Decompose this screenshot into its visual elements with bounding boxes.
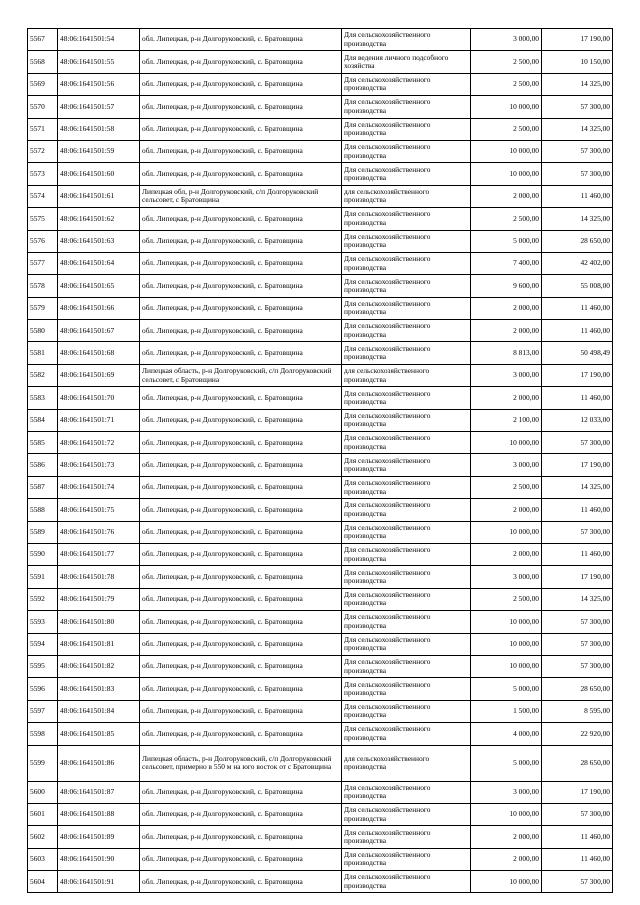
area-cell: 4 000,00 (471, 723, 542, 745)
row-number-cell: 5569 (28, 73, 58, 95)
cadastral-number-cell: 48:06:1641501:70 (58, 387, 140, 409)
table-row (28, 678, 613, 700)
address-cell: Липецкая обл, р-н Долгоруковский, с/п Долгоруковский сельсовет, с Братовщина (140, 185, 342, 207)
land-use-cell: Для сельскохозяйственного производства (342, 387, 471, 409)
cadastral-value-cell: 11 460,00 (542, 826, 613, 848)
address-cell: обл. Липецкая, р-н Долгоруковский, с. Братовщина (140, 871, 342, 893)
row-number-cell: 5590 (28, 543, 58, 565)
land-use-cell: Для сельскохозяйственного производства (342, 432, 471, 454)
land-use-cell: Для сельскохозяйственного производства (342, 871, 471, 893)
address-cell: обл. Липецкая, р-н Долгоруковский, с. Братовщина (140, 29, 342, 51)
cadastral-value-cell: 11 460,00 (542, 185, 613, 207)
cadastral-number-cell: 48:06:1641501:80 (58, 611, 140, 633)
area-cell: 9 600,00 (471, 275, 542, 297)
land-use-cell: Для сельскохозяйственного производства (342, 723, 471, 745)
land-use-cell: Для сельскохозяйственного производства (342, 803, 471, 825)
cadastral-value-cell: 17 190,00 (542, 364, 613, 386)
row-number-cell: 5593 (28, 611, 58, 633)
cadastral-value-cell: 57 300,00 (542, 633, 613, 655)
cadastral-value-cell: 28 650,00 (542, 678, 613, 700)
table-row (28, 252, 613, 274)
cadastral-value-cell: 57 300,00 (542, 611, 613, 633)
area-cell: 10 000,00 (471, 803, 542, 825)
land-use-cell: Для сельскохозяйственного производства (342, 566, 471, 588)
cadastral-value-cell: 11 460,00 (542, 387, 613, 409)
cadastral-number-cell: 48:06:1641501:83 (58, 678, 140, 700)
land-use-cell: для сельскохозяйственного производства (342, 185, 471, 207)
table-row (28, 140, 613, 162)
cadastral-number-cell: 48:06:1641501:81 (58, 633, 140, 655)
cadastral-value-cell: 17 190,00 (542, 566, 613, 588)
cadastral-number-cell: 48:06:1641501:56 (58, 73, 140, 95)
cadastral-number-cell: 48:06:1641501:82 (58, 655, 140, 677)
area-cell: 5 000,00 (471, 230, 542, 252)
address-cell: обл. Липецкая, р-н Долгоруковский, с. Братовщина (140, 342, 342, 364)
row-number-cell: 5571 (28, 118, 58, 140)
land-use-cell: Для сельскохозяйственного производства (342, 208, 471, 230)
table-row (28, 700, 613, 722)
address-cell: обл. Липецкая, р-н Долгоруковский, с. Братовщина (140, 781, 342, 803)
row-number-cell: 5577 (28, 252, 58, 274)
row-number-cell: 5587 (28, 476, 58, 498)
land-use-cell: Для сельскохозяйственного производства (342, 342, 471, 364)
row-number-cell: 5589 (28, 521, 58, 543)
cadastral-number-cell: 48:06:1641501:68 (58, 342, 140, 364)
address-cell: обл. Липецкая, р-н Долгоруковский, с. Братовщина (140, 633, 342, 655)
table-row (28, 29, 613, 51)
area-cell: 3 000,00 (471, 29, 542, 51)
area-cell: 2 000,00 (471, 848, 542, 870)
address-cell: обл. Липецкая, р-н Долгоруковский, с. Братовщина (140, 320, 342, 342)
row-number-cell: 5597 (28, 700, 58, 722)
area-cell: 10 000,00 (471, 633, 542, 655)
land-use-cell: Для сельскохозяйственного производства (342, 521, 471, 543)
land-use-cell: Для сельскохозяйственного производства (342, 476, 471, 498)
row-number-cell: 5568 (28, 51, 58, 73)
area-cell: 2 000,00 (471, 387, 542, 409)
address-cell: обл. Липецкая, р-н Долгоруковский, с. Братовщина (140, 51, 342, 73)
row-number-cell: 5602 (28, 826, 58, 848)
cadastral-value-cell: 57 300,00 (542, 803, 613, 825)
table-row (28, 803, 613, 825)
address-cell: обл. Липецкая, р-н Долгоруковский, с. Братовщина (140, 476, 342, 498)
land-use-cell: Для сельскохозяйственного производства (342, 499, 471, 521)
area-cell: 10 000,00 (471, 96, 542, 118)
address-cell: обл. Липецкая, р-н Долгоруковский, с. Братовщина (140, 848, 342, 870)
table-row (28, 826, 613, 848)
area-cell: 8 813,00 (471, 342, 542, 364)
area-cell: 3 000,00 (471, 781, 542, 803)
cadastral-number-cell: 48:06:1641501:58 (58, 118, 140, 140)
land-use-cell: Для сельскохозяйственного производства (342, 96, 471, 118)
address-cell: обл. Липецкая, р-н Долгоруковский, с. Братовщина (140, 678, 342, 700)
cadastral-number-cell: 48:06:1641501:88 (58, 803, 140, 825)
table-row (28, 566, 613, 588)
cadastral-value-cell: 57 300,00 (542, 521, 613, 543)
table-row (28, 476, 613, 498)
land-use-cell: Для сельскохозяйственного производства (342, 543, 471, 565)
table-row (28, 51, 613, 73)
row-number-cell: 5591 (28, 566, 58, 588)
table-row (28, 781, 613, 803)
area-cell: 3 000,00 (471, 364, 542, 386)
cadastral-value-cell: 11 460,00 (542, 499, 613, 521)
address-cell: обл. Липецкая, р-н Долгоруковский, с. Братовщина (140, 588, 342, 610)
table-row (28, 208, 613, 230)
area-cell: 10 000,00 (471, 140, 542, 162)
area-cell: 2 500,00 (471, 73, 542, 95)
address-cell: обл. Липецкая, р-н Долгоруковский, с. Братовщина (140, 611, 342, 633)
cadastral-number-cell: 48:06:1641501:75 (58, 499, 140, 521)
land-use-cell: Для сельскохозяйственного производства (342, 611, 471, 633)
row-number-cell: 5603 (28, 848, 58, 870)
area-cell: 5 000,00 (471, 678, 542, 700)
cadastral-value-cell: 11 460,00 (542, 297, 613, 319)
cadastral-value-cell: 42 402,00 (542, 252, 613, 274)
table-row (28, 230, 613, 252)
land-use-cell: Для сельскохозяйственного производства (342, 826, 471, 848)
address-cell: Липецкая область, р-н Долгоруковский, с/п Долгоруковский сельсовет, примерно в 550 м на юго восток от с Братовщина (140, 745, 342, 781)
address-cell: обл. Липецкая, р-н Долгоруковский, с. Братовщина (140, 297, 342, 319)
row-number-cell: 5582 (28, 364, 58, 386)
area-cell: 2 500,00 (471, 208, 542, 230)
table-row (28, 297, 613, 319)
cadastral-number-cell: 48:06:1641501:54 (58, 29, 140, 51)
table-row (28, 96, 613, 118)
table-row (28, 848, 613, 870)
cadastral-number-cell: 48:06:1641501:84 (58, 700, 140, 722)
row-number-cell: 5594 (28, 633, 58, 655)
table-row (28, 275, 613, 297)
land-use-cell: Для сельскохозяйственного производства (342, 678, 471, 700)
area-cell: 10 000,00 (471, 521, 542, 543)
cadastral-value-cell: 28 650,00 (542, 745, 613, 781)
cadastral-value-cell: 12 033,00 (542, 409, 613, 431)
land-use-cell: Для сельскохозяйственного производства (342, 848, 471, 870)
cadastral-number-cell: 48:06:1641501:86 (58, 745, 140, 781)
area-cell: 3 000,00 (471, 566, 542, 588)
cadastral-value-cell: 22 920,00 (542, 723, 613, 745)
table-row (28, 723, 613, 745)
address-cell: обл. Липецкая, р-н Долгоруковский, с. Братовщина (140, 230, 342, 252)
cadastral-number-cell: 48:06:1641501:85 (58, 723, 140, 745)
table-row (28, 409, 613, 431)
address-cell: обл. Липецкая, р-н Долгоруковский, с. Братовщина (140, 208, 342, 230)
area-cell: 2 500,00 (471, 476, 542, 498)
cadastral-value-cell: 14 325,00 (542, 73, 613, 95)
land-use-cell: Для сельскохозяйственного производства (342, 163, 471, 185)
address-cell: обл. Липецкая, р-н Долгоруковский, с. Братовщина (140, 140, 342, 162)
table-row (28, 163, 613, 185)
row-number-cell: 5584 (28, 409, 58, 431)
cadastral-number-cell: 48:06:1641501:89 (58, 826, 140, 848)
area-cell: 2 500,00 (471, 51, 542, 73)
row-number-cell: 5576 (28, 230, 58, 252)
cadastral-number-cell: 48:06:1641501:61 (58, 185, 140, 207)
table-row (28, 432, 613, 454)
table-row (28, 185, 613, 207)
land-use-cell: Для сельскохозяйственного производства (342, 454, 471, 476)
cadastral-value-cell: 57 300,00 (542, 163, 613, 185)
land-use-cell: Для сельскохозяйственного производства (342, 409, 471, 431)
land-use-cell: для сельскохозяйственного производства (342, 364, 471, 386)
table-row (28, 611, 613, 633)
area-cell: 2 500,00 (471, 588, 542, 610)
cadastral-number-cell: 48:06:1641501:71 (58, 409, 140, 431)
row-number-cell: 5596 (28, 678, 58, 700)
area-cell: 10 000,00 (471, 871, 542, 893)
cadastral-number-cell: 48:06:1641501:67 (58, 320, 140, 342)
area-cell: 2 000,00 (471, 185, 542, 207)
address-cell: обл. Липецкая, р-н Долгоруковский, с. Братовщина (140, 454, 342, 476)
address-cell: обл. Липецкая, р-н Долгоруковский, с. Братовщина (140, 118, 342, 140)
area-cell: 2 000,00 (471, 499, 542, 521)
area-cell: 5 000,00 (471, 745, 542, 781)
area-cell: 2 100,00 (471, 409, 542, 431)
land-use-cell: Для сельскохозяйственного производства (342, 118, 471, 140)
cadastral-value-cell: 57 300,00 (542, 140, 613, 162)
cadastral-number-cell: 48:06:1641501:63 (58, 230, 140, 252)
row-number-cell: 5572 (28, 140, 58, 162)
row-number-cell: 5579 (28, 297, 58, 319)
cadastral-value-cell: 17 190,00 (542, 29, 613, 51)
land-use-cell: Для сельскохозяйственного производства (342, 633, 471, 655)
table-row (28, 364, 613, 386)
cadastral-number-cell: 48:06:1641501:55 (58, 51, 140, 73)
table-row (28, 499, 613, 521)
row-number-cell: 5588 (28, 499, 58, 521)
area-cell: 7 400,00 (471, 252, 542, 274)
cadastral-value-cell: 55 008,00 (542, 275, 613, 297)
address-cell: обл. Липецкая, р-н Долгоруковский, с. Братовщина (140, 521, 342, 543)
cadastral-value-cell: 28 650,00 (542, 230, 613, 252)
document-page (27, 28, 613, 893)
table-row (28, 342, 613, 364)
land-use-cell: Для сельскохозяйственного производства (342, 781, 471, 803)
cadastral-value-cell: 8 595,00 (542, 700, 613, 722)
address-cell: обл. Липецкая, р-н Долгоруковский, с. Братовщина (140, 826, 342, 848)
address-cell: обл. Липецкая, р-н Долгоруковский, с. Братовщина (140, 409, 342, 431)
address-cell: обл. Липецкая, р-н Долгоруковский, с. Братовщина (140, 700, 342, 722)
land-use-cell: Для сельскохозяйственного производства (342, 230, 471, 252)
cadastral-value-cell: 14 325,00 (542, 118, 613, 140)
cadastral-value-cell: 11 460,00 (542, 320, 613, 342)
land-plots-table (27, 28, 613, 893)
cadastral-value-cell: 57 300,00 (542, 871, 613, 893)
address-cell: обл. Липецкая, р-н Долгоруковский, с. Братовщина (140, 655, 342, 677)
area-cell: 10 000,00 (471, 611, 542, 633)
cadastral-number-cell: 48:06:1641501:90 (58, 848, 140, 870)
cadastral-value-cell: 14 325,00 (542, 476, 613, 498)
land-use-cell: Для ведения личного подсобного хозяйства (342, 51, 471, 73)
cadastral-number-cell: 48:06:1641501:72 (58, 432, 140, 454)
cadastral-number-cell: 48:06:1641501:65 (58, 275, 140, 297)
cadastral-value-cell: 14 325,00 (542, 208, 613, 230)
area-cell: 10 000,00 (471, 655, 542, 677)
address-cell: обл. Липецкая, р-н Долгоруковский, с. Братовщина (140, 96, 342, 118)
table-row (28, 387, 613, 409)
address-cell: обл. Липецкая, р-н Долгоруковский, с. Братовщина (140, 566, 342, 588)
table-row (28, 588, 613, 610)
cadastral-number-cell: 48:06:1641501:79 (58, 588, 140, 610)
area-cell: 1 500,00 (471, 700, 542, 722)
address-cell: обл. Липецкая, р-н Долгоруковский, с. Братовщина (140, 803, 342, 825)
row-number-cell: 5604 (28, 871, 58, 893)
address-cell: обл. Липецкая, р-н Долгоруковский, с. Братовщина (140, 432, 342, 454)
area-cell: 2 000,00 (471, 297, 542, 319)
area-cell: 2 000,00 (471, 320, 542, 342)
cadastral-number-cell: 48:06:1641501:77 (58, 543, 140, 565)
cadastral-number-cell: 48:06:1641501:74 (58, 476, 140, 498)
cadastral-value-cell: 50 498,49 (542, 342, 613, 364)
address-cell: обл. Липецкая, р-н Долгоруковский, с. Братовщина (140, 73, 342, 95)
cadastral-number-cell: 48:06:1641501:69 (58, 364, 140, 386)
land-use-cell: Для сельскохозяйственного производства (342, 655, 471, 677)
land-use-cell: Для сельскохозяйственного производства (342, 73, 471, 95)
row-number-cell: 5585 (28, 432, 58, 454)
cadastral-value-cell: 11 460,00 (542, 848, 613, 870)
area-cell: 10 000,00 (471, 163, 542, 185)
address-cell: обл. Липецкая, р-н Долгоруковский, с. Братовщина (140, 543, 342, 565)
table-row (28, 320, 613, 342)
area-cell: 2 500,00 (471, 118, 542, 140)
row-number-cell: 5578 (28, 275, 58, 297)
land-use-cell: Для сельскохозяйственного производства (342, 140, 471, 162)
land-use-cell: Для сельскохозяйственного производства (342, 297, 471, 319)
row-number-cell: 5586 (28, 454, 58, 476)
cadastral-number-cell: 48:06:1641501:64 (58, 252, 140, 274)
table-row (28, 655, 613, 677)
cadastral-number-cell: 48:06:1641501:59 (58, 140, 140, 162)
land-use-cell: Для сельскохозяйственного производства (342, 275, 471, 297)
area-cell: 2 000,00 (471, 826, 542, 848)
land-use-cell: Для сельскохозяйственного производства (342, 252, 471, 274)
address-cell: обл. Липецкая, р-н Долгоруковский, с. Братовщина (140, 723, 342, 745)
row-number-cell: 5570 (28, 96, 58, 118)
row-number-cell: 5573 (28, 163, 58, 185)
cadastral-number-cell: 48:06:1641501:87 (58, 781, 140, 803)
table-row (28, 871, 613, 893)
table-row (28, 454, 613, 476)
address-cell: Липецкая область, р-н Долгоруковский, с/п Долгоруковский сельсовет, с Братовщина (140, 364, 342, 386)
cadastral-value-cell: 11 460,00 (542, 543, 613, 565)
address-cell: обл. Липецкая, р-н Долгоруковский, с. Братовщина (140, 252, 342, 274)
row-number-cell: 5598 (28, 723, 58, 745)
table-row (28, 745, 613, 781)
cadastral-number-cell: 48:06:1641501:57 (58, 96, 140, 118)
row-number-cell: 5581 (28, 342, 58, 364)
table-row (28, 633, 613, 655)
cadastral-number-cell: 48:06:1641501:76 (58, 521, 140, 543)
table-row (28, 543, 613, 565)
cadastral-value-cell: 17 190,00 (542, 454, 613, 476)
cadastral-value-cell: 57 300,00 (542, 655, 613, 677)
row-number-cell: 5601 (28, 803, 58, 825)
cadastral-value-cell: 10 150,00 (542, 51, 613, 73)
cadastral-number-cell: 48:06:1641501:62 (58, 208, 140, 230)
cadastral-number-cell: 48:06:1641501:78 (58, 566, 140, 588)
cadastral-number-cell: 48:06:1641501:91 (58, 871, 140, 893)
area-cell: 2 000,00 (471, 543, 542, 565)
land-use-cell: для сельскохозяйственного производства (342, 745, 471, 781)
cadastral-value-cell: 14 325,00 (542, 588, 613, 610)
row-number-cell: 5583 (28, 387, 58, 409)
cadastral-number-cell: 48:06:1641501:60 (58, 163, 140, 185)
land-use-cell: Для сельскохозяйственного производства (342, 320, 471, 342)
address-cell: обл. Липецкая, р-н Долгоруковский, с. Братовщина (140, 499, 342, 521)
row-number-cell: 5595 (28, 655, 58, 677)
land-use-cell: Для сельскохозяйственного производства (342, 700, 471, 722)
row-number-cell: 5599 (28, 745, 58, 781)
land-use-cell: Для сельскохозяйственного производства (342, 588, 471, 610)
address-cell: обл. Липецкая, р-н Долгоруковский, с. Братовщина (140, 387, 342, 409)
row-number-cell: 5567 (28, 29, 58, 51)
land-use-cell: Для сельскохозяйственного производства (342, 29, 471, 51)
cadastral-value-cell: 57 300,00 (542, 96, 613, 118)
row-number-cell: 5592 (28, 588, 58, 610)
row-number-cell: 5575 (28, 208, 58, 230)
table-body (28, 29, 613, 893)
address-cell: обл. Липецкая, р-н Долгоруковский, с. Братовщина (140, 163, 342, 185)
row-number-cell: 5580 (28, 320, 58, 342)
area-cell: 10 000,00 (471, 432, 542, 454)
table-row (28, 73, 613, 95)
row-number-cell: 5600 (28, 781, 58, 803)
cadastral-number-cell: 48:06:1641501:73 (58, 454, 140, 476)
cadastral-value-cell: 17 190,00 (542, 781, 613, 803)
table-row (28, 118, 613, 140)
area-cell: 3 000,00 (471, 454, 542, 476)
cadastral-value-cell: 57 300,00 (542, 432, 613, 454)
table-row (28, 521, 613, 543)
address-cell: обл. Липецкая, р-н Долгоруковский, с. Братовщина (140, 275, 342, 297)
row-number-cell: 5574 (28, 185, 58, 207)
cadastral-number-cell: 48:06:1641501:66 (58, 297, 140, 319)
